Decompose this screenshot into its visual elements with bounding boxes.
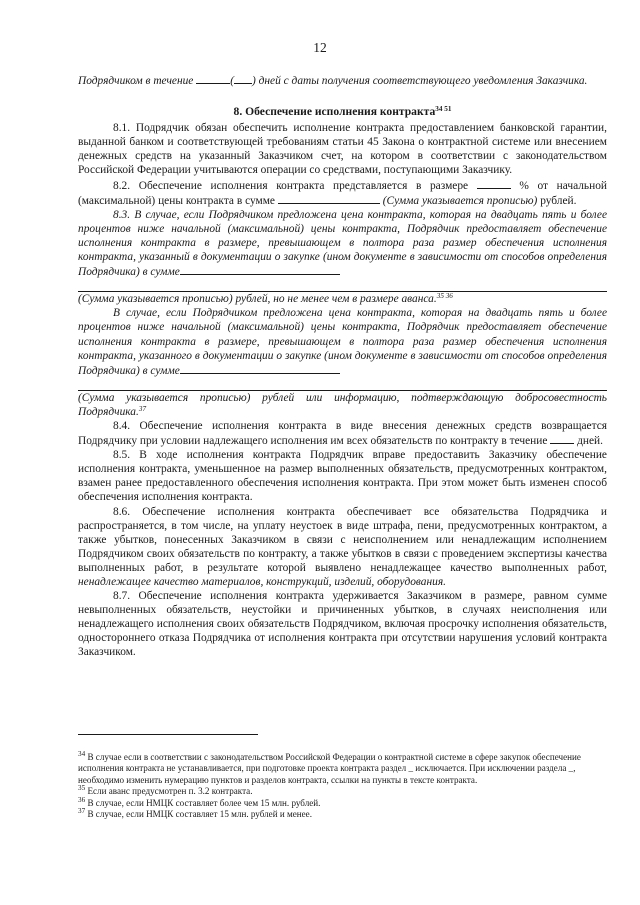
days-blank-2 bbox=[234, 73, 252, 84]
footnote-text: В случае, если НМЦК составляет более чем 15 млн. рублей. bbox=[85, 797, 321, 808]
footnote-text: В случае если в соответствии с законодательством Российской Федерации о контрактной системе в сфере закупок обеспечение исполнения контракта не устанавливается, при подготовке проекта контракта раздел _ исключается. При исключении раздела _, необходимо изменить нумерацию пунктов и разделов контракта, ссылки на пункты в тексте контракта. bbox=[78, 752, 581, 785]
footnote-text: В случае, если НМЦК составляет 15 млн. рублей и менее. bbox=[85, 809, 312, 820]
clause-8-2 bbox=[78, 178, 607, 208]
clause-8-2-text-d: рублей. bbox=[537, 194, 577, 207]
footnotes bbox=[78, 752, 607, 820]
footnote-number: 36 bbox=[78, 795, 86, 804]
footnote-text: Если аванс предусмотрен п. 3.2 контракта. bbox=[85, 786, 253, 797]
clause-8-3-sum-blank bbox=[180, 264, 340, 275]
clause-8-3-footnote-refs: 35 36 bbox=[436, 292, 453, 301]
footnote bbox=[78, 809, 607, 820]
document-body bbox=[78, 73, 607, 660]
clause-8-7: 8.7. Обеспечение исполнения контракта удерживается Заказчиком в размере, равном сумме невыполненных обязательств, неустойки и причиненных убытков, в случаях неисполнения или ненадлежащего исполнения своих обязательств Подрядчиком, включая просрочку исполнения обязательств, одностороннего отказа Подрядчика от исполнения контракта при отсутствии нарушения условий контракта Заказчиком. bbox=[78, 590, 607, 659]
sum-blank bbox=[278, 193, 380, 204]
clause-8-3-fill-line bbox=[78, 279, 607, 292]
clause-8-6-text-b: ненадлежащее качество материалов, конструкций, изделий, оборудования. bbox=[78, 576, 446, 588]
footnote bbox=[78, 752, 607, 786]
clause-8-6 bbox=[78, 505, 607, 590]
footnote bbox=[78, 786, 607, 797]
clause-8-3-alt-sum-blank bbox=[180, 363, 340, 374]
clause-8-3-alt-text-b: (Сумма указывается прописью) рублей или информацию, подтверждающую добросовестность Подрядчика. bbox=[78, 391, 607, 418]
clause-8-4-text-a: 8.4. Обеспечение исполнения контракта в виде внесения денежных средств возвращается Подрядчику при условии надлежащего исполнения им всех обязательств по контракту в течение bbox=[78, 419, 607, 448]
clause-8-2-text-b: % от начальной (максимальной) цены контракта в сумме bbox=[78, 179, 607, 207]
clause-8-4-text-b: дней. bbox=[574, 435, 604, 448]
footnote-separator bbox=[78, 734, 258, 735]
clause-8-5: 8.5. В ходе исполнения контракта Подрядчик вправе предоставить Заказчику обеспечение исполнения контракта, уменьшенное на размер выполненных обязательств, предусмотренных контрактом, взамен ранее предоставленного обеспечения исполнения контракта. При этом может быть изменен способ обеспечения исполнения контракта. bbox=[78, 449, 607, 504]
section-title: 8. Обеспечение исполнения контракта bbox=[233, 105, 436, 119]
clause-8-4 bbox=[78, 419, 607, 448]
clause-8-3-alt-text-a: В случае, если Подрядчиком предложена цена контракта, которая на двадцать пять и более процентов ниже начальной (максимальной) цены контракта, Подрядчик предоставляет обеспечение исполнения контракта в размере, превышающем в полтора раза размер обеспечения исполнения контракта, указанного в документации о закупке (ином документе в зависимости от способов определения Подрядчика) в сумме bbox=[78, 307, 607, 377]
footnote bbox=[78, 795, 607, 809]
return-days-blank bbox=[550, 433, 574, 444]
clause-8-3-alt-continued bbox=[78, 391, 607, 419]
clause-8-3-text-a: 8.3. В случае, если Подрядчиком предложена цена контракта, которая на двадцать пять и более процентов ниже начальной (максимальной) цены контракта, Подрядчик предоставляет обеспечение исполнения контракта в размере, превышающем в полтора раза размер обеспечения исполнения контракта, указанный в документации о закупке (ином документе в зависимости от способов определения Подрядчика) в сумме bbox=[78, 208, 607, 279]
clause-8-2-text-a: 8.2. Обеспечение исполнения контракта представляется в размере bbox=[113, 179, 477, 192]
footnote-number: 37 bbox=[78, 807, 86, 816]
clause-8-3-alt-fill-line bbox=[78, 378, 607, 391]
intro-paragraph bbox=[78, 73, 607, 88]
section-footnote-refs: 34 51 bbox=[435, 105, 452, 114]
clause-8-2-sum-hint: (Сумма указывается прописью) bbox=[382, 194, 538, 207]
days-blank-1 bbox=[196, 73, 230, 84]
clause-8-3-continued bbox=[78, 292, 607, 306]
clause-8-1: 8.1. Подрядчик обязан обеспечить исполнение контракта предоставлением банковской гарантии, выданной банком и соответствующей требованиям статьи 45 Закона о контрактной системе или внесением денежных средств на указанный Заказчиком счет, на котором в соответствии с законодательством Российской Федерации учитываются операции со средствами, поступающими Заказчику. bbox=[78, 122, 607, 177]
section-heading bbox=[78, 105, 607, 119]
clause-8-3-alt bbox=[78, 306, 607, 377]
clause-8-3-text-b: (Сумма указывается прописью) рублей, но не менее чем в размере аванса. bbox=[78, 293, 437, 306]
footnote-number: 34 bbox=[78, 750, 86, 758]
clause-8-6-text-a: 8.6. Обеспечение исполнения контракта обеспечивает все обязательства Подрядчика и распространяется, в том числе, на уплату неустоек в виде штрафа, пени, предусмотренных контрактом, а также убытков, понесенных Заказчиком в связи с неисполнением или ненадлежащим исполнением Подрядчиком своих обязательств по контракту, а также убытков в связи с проведением экспертизы качества выполненных работ, в результате которой выявлено ненадлежащее качество выполненных работ, bbox=[78, 505, 607, 574]
page-number: 12 bbox=[313, 40, 327, 55]
footnote-number: 35 bbox=[78, 784, 86, 793]
intro-paren-open: ( bbox=[230, 75, 234, 87]
percent-blank bbox=[477, 178, 511, 189]
intro-text-start: Подрядчиком в течение bbox=[78, 75, 197, 87]
clause-8-3-alt-footnote-ref: 37 bbox=[138, 404, 147, 413]
clause-8-3 bbox=[78, 208, 607, 279]
intro-text-end: ) дней с даты получения соответствующего уведомления Заказчика. bbox=[252, 75, 588, 87]
